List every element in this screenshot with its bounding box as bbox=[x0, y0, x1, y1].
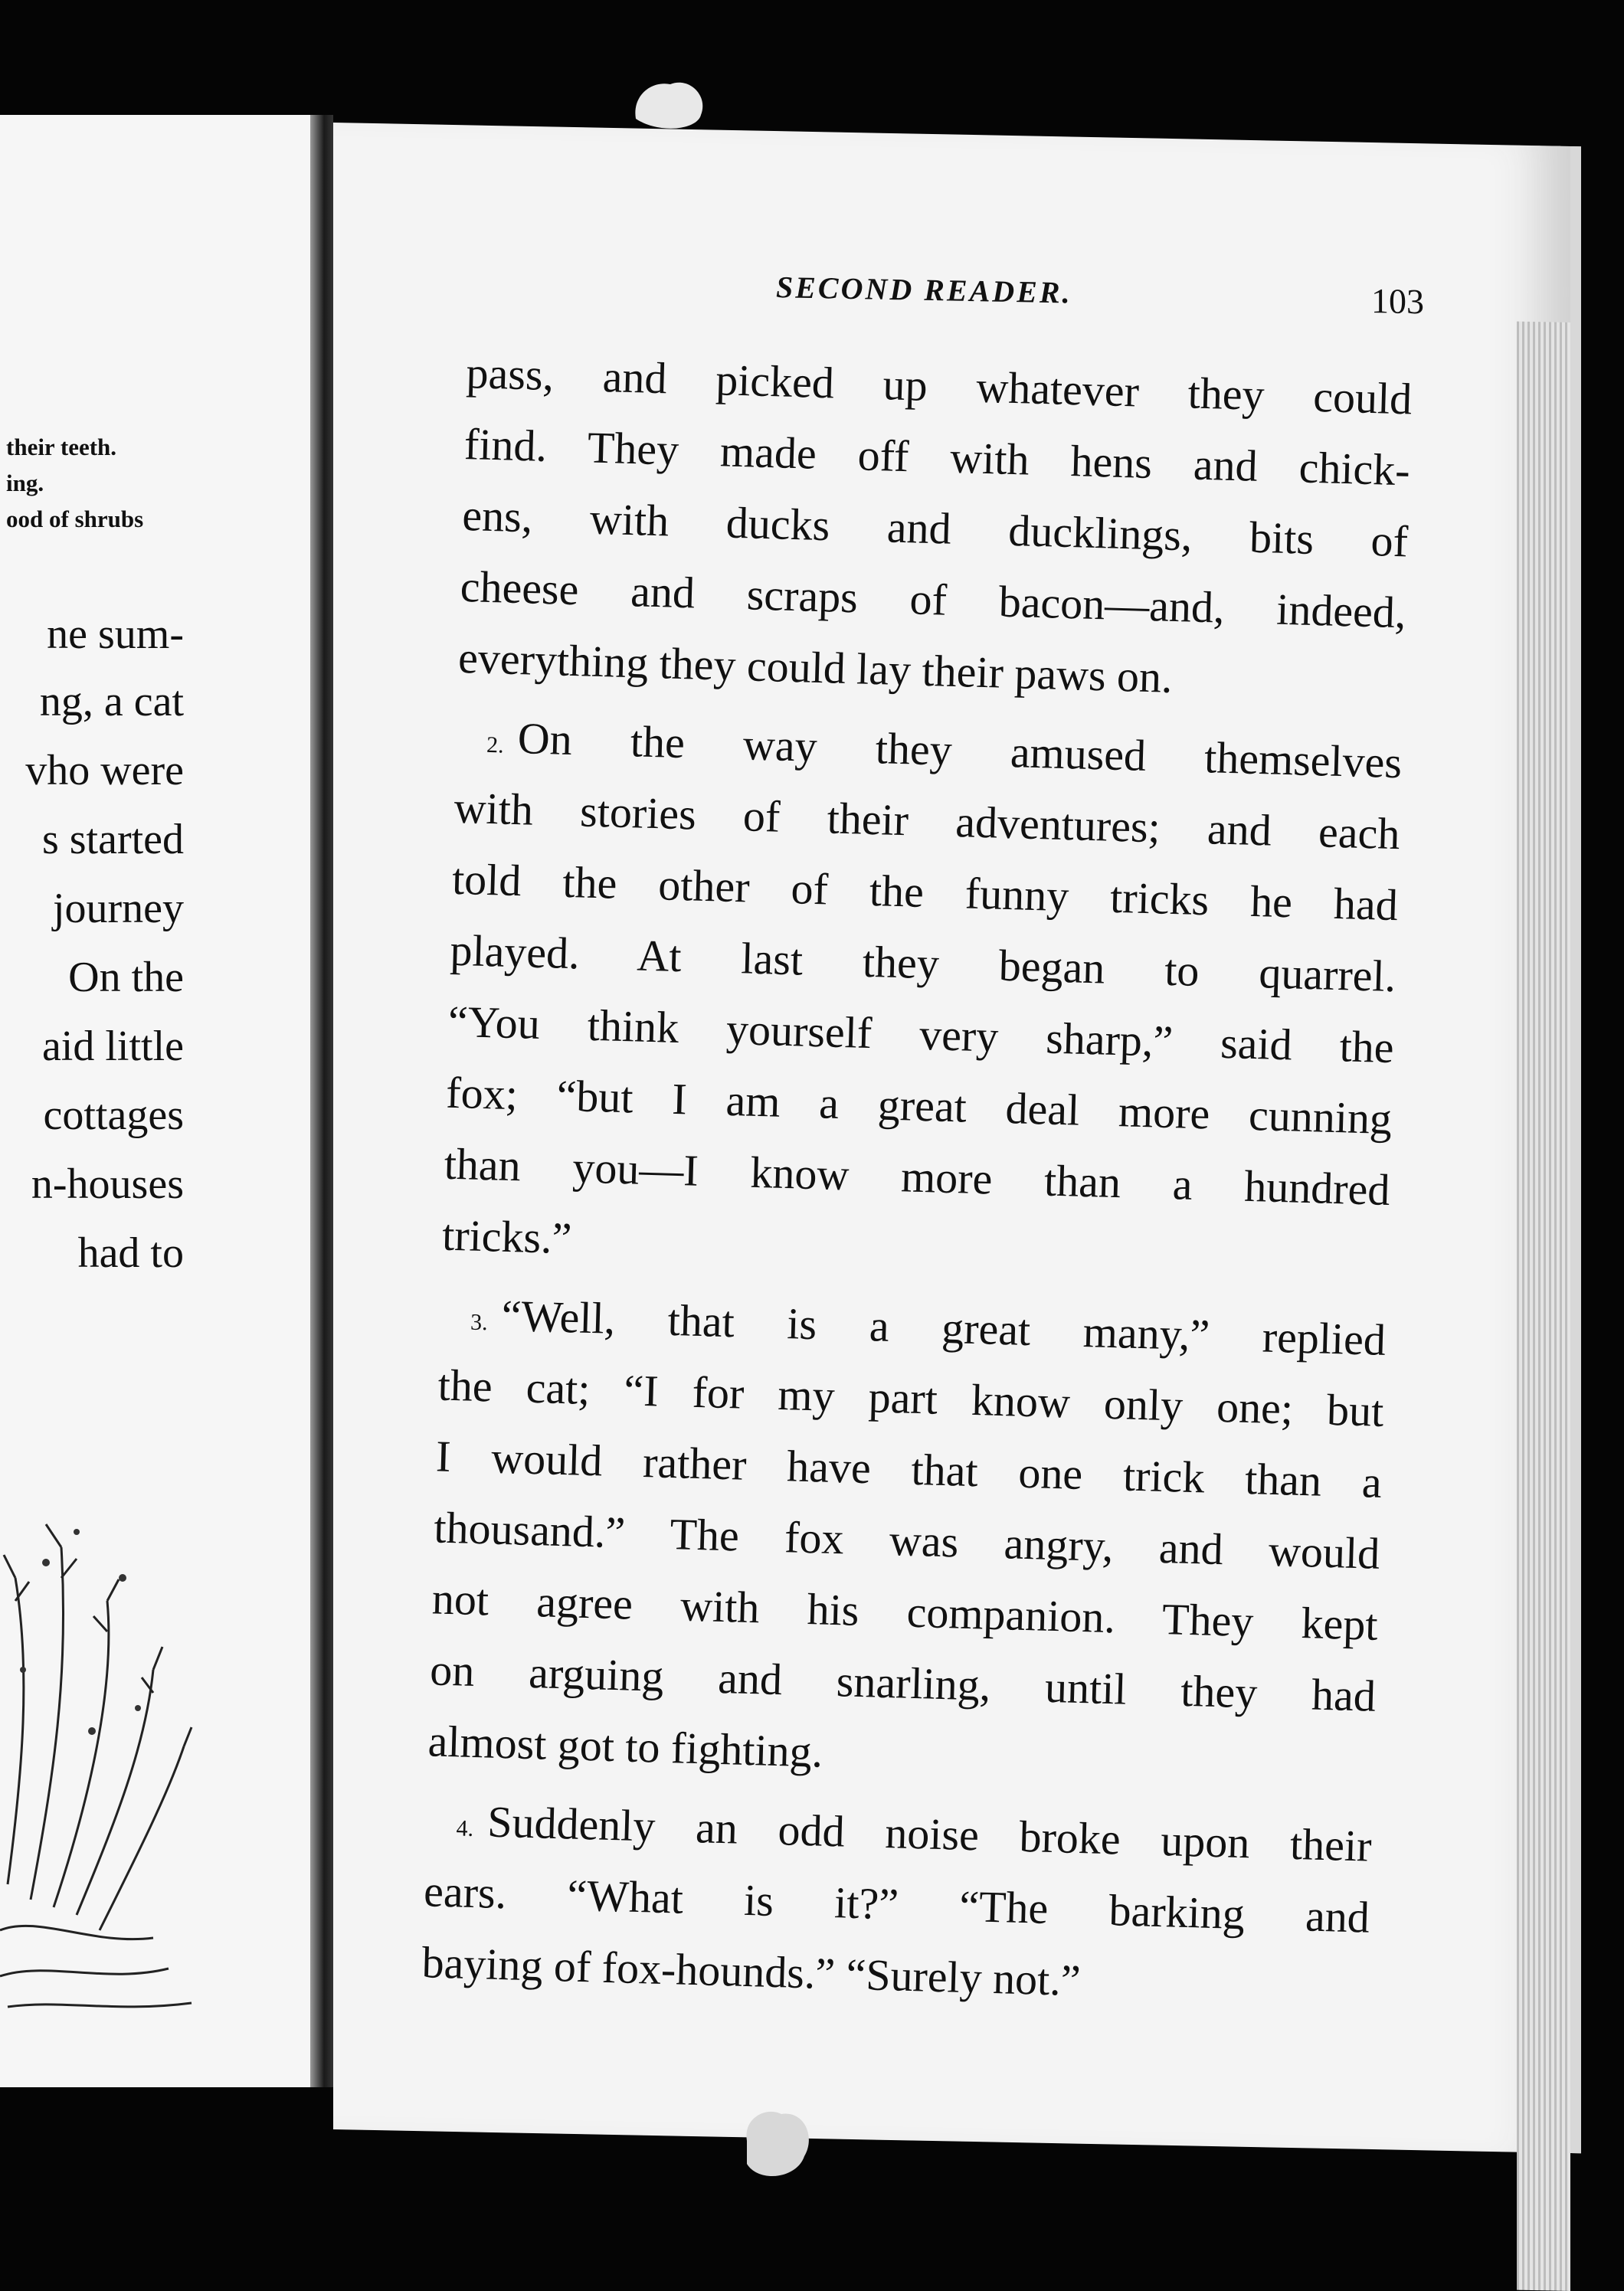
left-text-line: journey bbox=[52, 885, 184, 932]
paragraph-number: 3. bbox=[470, 1309, 489, 1336]
line-text: thousand.” The fox was angry, and would bbox=[433, 1502, 1381, 1579]
left-text-line: vho were bbox=[25, 747, 184, 794]
line-text: “You think yourself very sharp,” said the bbox=[447, 996, 1395, 1073]
line-text: than you—I know more than a hundred bbox=[443, 1138, 1391, 1216]
line-text: I would rather have that one trick than a bbox=[435, 1431, 1383, 1507]
paper-blot bbox=[735, 2103, 820, 2187]
page-edge bbox=[1517, 322, 1570, 2291]
book-gutter bbox=[310, 115, 333, 2087]
line-text: with stories of their adventures; and each bbox=[453, 782, 1401, 859]
line-text: on arguing and snarling, until they had bbox=[429, 1645, 1377, 1721]
left-text-line: had to bbox=[77, 1229, 184, 1277]
left-text-line: ne sum- bbox=[47, 610, 184, 658]
paper-blot bbox=[628, 73, 712, 134]
shrub-illustration bbox=[0, 1348, 199, 2014]
line-text: cheese and scraps of bacon—and, indeed, bbox=[460, 561, 1407, 638]
line-text: fox; “but I am a great deal more cunning bbox=[445, 1067, 1393, 1144]
line-text: On the way they amused themselves bbox=[517, 713, 1403, 788]
line-text: baying of fox-hounds.” “Surely not.” bbox=[421, 1937, 1082, 2006]
left-text-line: On the bbox=[68, 954, 184, 1001]
left-text-line: s started bbox=[41, 816, 184, 863]
left-text-line: aid little bbox=[41, 1023, 184, 1070]
line-text: played. At last they began to quarrel. bbox=[449, 925, 1397, 1002]
line-text: tricks.” bbox=[441, 1209, 573, 1264]
line-text: Suddenly an odd noise broke upon their bbox=[486, 1796, 1373, 1871]
line-text: find. They made off with hens and chick- bbox=[463, 418, 1411, 496]
left-text-line: cottages bbox=[43, 1091, 184, 1139]
left-facing-page bbox=[0, 115, 315, 2087]
line-text: the cat; “I for my part know only one; but bbox=[437, 1360, 1385, 1436]
running-head: SECOND READER. bbox=[776, 270, 1072, 310]
line-text: almost got to fighting. bbox=[427, 1716, 824, 1777]
footnote-line: ing. bbox=[6, 470, 44, 496]
paragraph-number: 4. bbox=[456, 1815, 474, 1841]
line-text: everything they could lay their paws on. bbox=[457, 632, 1174, 702]
page-number: 103 bbox=[1371, 281, 1424, 322]
line-text: “Well, that is a great many,” replied bbox=[500, 1290, 1387, 1365]
line-text: pass, and picked up whatever they could bbox=[465, 347, 1413, 424]
footnote-line: their teeth. bbox=[6, 434, 117, 460]
left-text-line: n-houses bbox=[31, 1160, 184, 1208]
line-text: told the other of the funny tricks he had bbox=[451, 853, 1399, 931]
paragraph-number: 2. bbox=[486, 731, 505, 758]
left-text-line: ng, a cat bbox=[39, 678, 184, 725]
line-text: not agree with his companion. They kept bbox=[431, 1573, 1379, 1650]
footnote-line: ood of shrubs bbox=[6, 506, 144, 532]
line-text: ens, with ducks and ducklings, bits of bbox=[461, 489, 1409, 567]
body-text bbox=[421, 337, 1413, 2024]
line-text: ears. “What is it?” “The barking and bbox=[423, 1866, 1370, 1942]
